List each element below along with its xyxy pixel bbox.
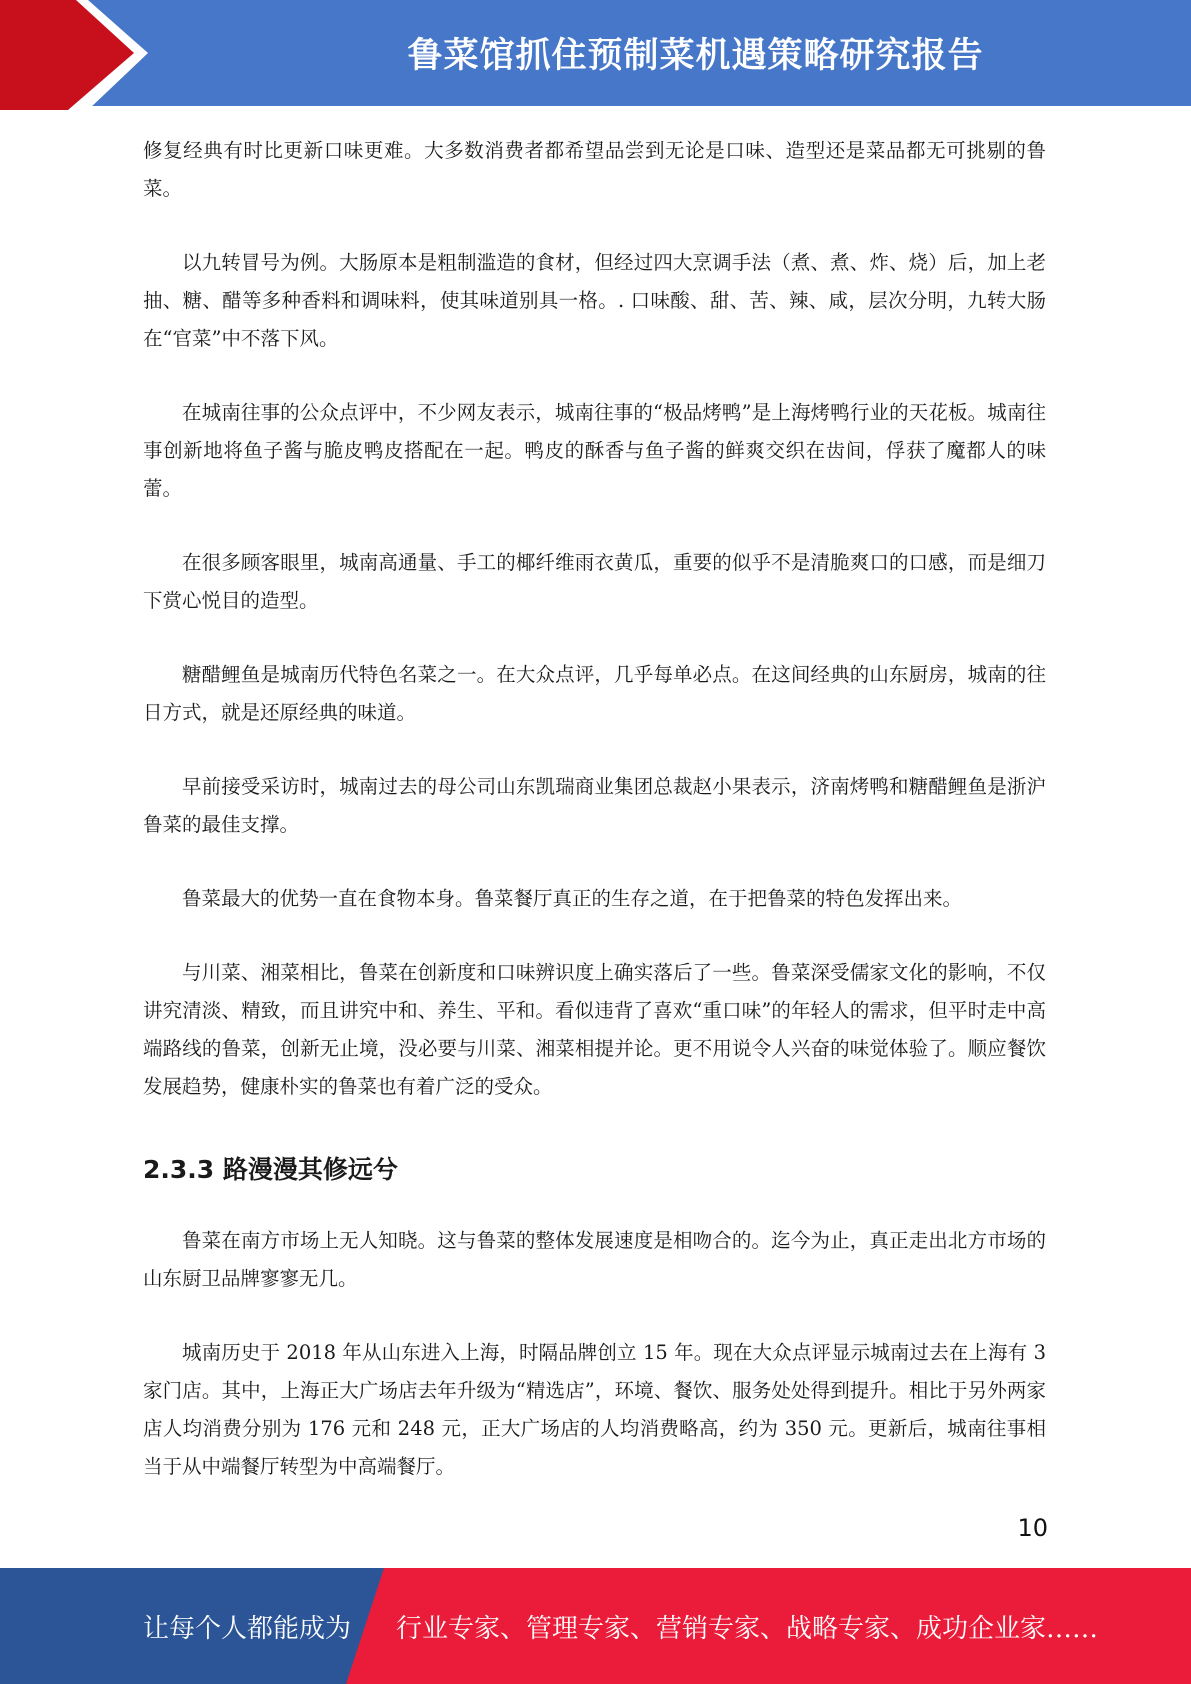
paragraph-3: 在城南往事的公众点评中，不少网友表示，城南往事的“极品烤鸭”是上海烤鸭行业的天花板。城南往事创新地将鱼子酱与脆皮鸭皮搭配在一起。鸭皮的酥香与鱼子酱的鲜爽交织在齿间，俘获了魔都人的味蕾。 bbox=[143, 401, 1046, 500]
footer-slogan-left: 让每个人都能成为 bbox=[143, 1613, 352, 1644]
paragraph-2: 以九转冒号为例。大肠原本是粗制滥造的食材，但经过四大烹调手法（煮、煮、炸、烧）后，加上老抽、糖、醋等多种香料和调味料，使其味道别具一格。. 口味酸、甜、苦、辣、咸，层次分明，九转大肠在“官菜”中不落下风。 bbox=[143, 251, 1046, 350]
footer-slogan-right: 行业专家、管理专家、营销专家、战略专家、成功企业家…… bbox=[396, 1613, 1099, 1644]
page-number: 10 bbox=[1017, 1514, 1048, 1542]
page-footer bbox=[0, 1568, 1191, 1684]
page-header bbox=[0, 0, 1191, 110]
document-body bbox=[143, 132, 1046, 1522]
paragraph-4: 在很多顾客眼里，城南高通量、手工的椰纤维雨衣黄瓜，重要的似乎不是清脆爽口的口感，而是细刀下赏心悦目的造型。 bbox=[143, 551, 1046, 612]
paragraph-8: 与川菜、湘菜相比，鲁菜在创新度和口味辨识度上确实落后了一些。鲁菜深受儒家文化的影响，不仅讲究清淡、精致，而且讲究中和、养生、平和。看似违背了喜欢“重口味”的年轻人的需求，但平时走中高端路线的鲁菜，创新无止境，没必要与川菜、湘菜相提并论。更不用说令人兴奋的味觉体验了。顺应餐饮发展趋势，健康朴实的鲁菜也有着广泛的受众。 bbox=[143, 961, 1046, 1098]
paragraph-6: 早前接受采访时，城南过去的母公司山东凯瑞商业集团总裁赵小果表示，济南烤鸭和糖醋鲤鱼是浙沪鲁菜的最佳支撑。 bbox=[143, 775, 1046, 836]
section-paragraph-1: 鲁菜在南方市场上无人知晓。这与鲁菜的整体发展速度是相吻合的。迄今为止，真正走出北方市场的山东厨卫品牌寥寥无几。 bbox=[143, 1229, 1046, 1290]
section-heading: 2.3.3 路漫漫其修远兮 bbox=[143, 1155, 398, 1184]
paragraph-1: 修复经典有时比更新口味更难。大多数消费者都希望品尝到无论是口味、造型还是菜品都无可挑剔的鲁菜。 bbox=[143, 139, 1046, 200]
report-title: 鲁菜馆抓住预制菜机遇策略研究报告 bbox=[407, 36, 984, 76]
paragraph-5: 糖醋鲤鱼是城南历代特色名菜之一。在大众点评，几乎每单必点。在这间经典的山东厨房，城南的往日方式，就是还原经典的味道。 bbox=[143, 663, 1046, 724]
paragraph-7: 鲁菜最大的优势一直在食物本身。鲁菜餐厅真正的生存之道，在于把鲁菜的特色发挥出来。 bbox=[182, 887, 963, 910]
section-paragraph-2: 城南历史于 2018 年从山东进入上海，时隔品牌创立 15 年。现在大众点评显示城南过去在上海有 3 家门店。其中，上海正大广场店去年升级为“精选店”，环境、餐饮、服务处处得到提升。相比于另外两家店人均消费分别为 176 元和 248 元，正大广场店的人均消费略高，约为 350 元。更新后，城南往事相当于从中端餐厅转型为中高端餐厅。 bbox=[143, 1341, 1046, 1478]
